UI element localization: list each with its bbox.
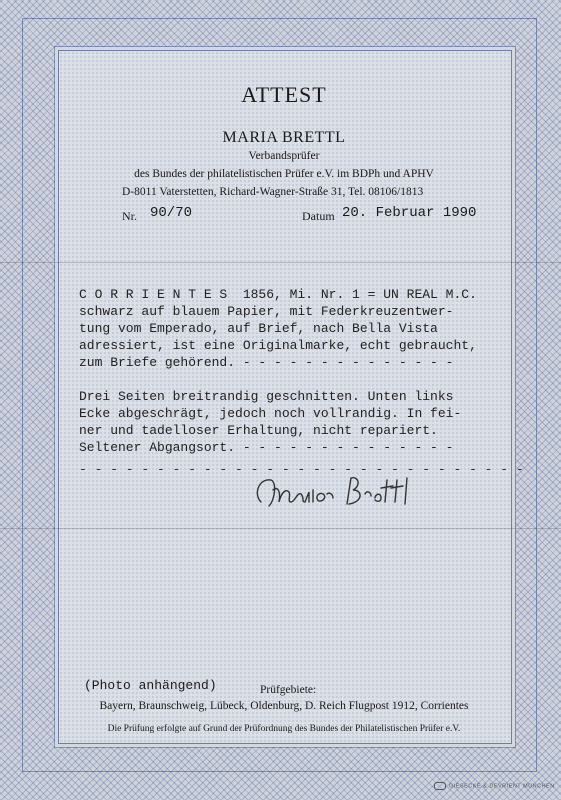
pruefgebiete-label: Prüfgebiete: xyxy=(260,684,317,696)
description-paragraph: C O R R I E N T E S 1856, Mi. Nr. 1 = UN REAL M.C. schwarz auf blauem Papier, mit Federkreuzentwer- tung vom Emperado, auf Brief, nach Bella Vista adressiert, ist eine Originalmarke, echt gebraucht, zum Briefe gehörend. - - - - - - - - - - - - - - xyxy=(79,287,477,370)
fold-line xyxy=(0,262,561,263)
photo-note: (Photo anhängend) xyxy=(84,678,217,693)
examiner-role: Verbandsprüfer xyxy=(248,150,320,162)
certificate-number: 90/70 xyxy=(150,205,193,221)
certificate-title: ATTEST xyxy=(241,82,327,107)
printer-name: GIESECKE & DEVRIENT MÜNCHEN xyxy=(449,783,555,790)
examiner-affiliation: des Bundes der philatelistischen Prüfer e.V. im BDPh und APHV xyxy=(134,168,434,180)
examiner-name: MARIA BRETTL xyxy=(222,129,346,146)
dashed-rule: - - - - - - - - - - - - - - - - - - - - - - - - - - - - - xyxy=(79,462,524,477)
footer-note: Die Prüfung erfolgte auf Grund der Prüfordnung des Bundes der Philatelistischen Prüfer e.V. xyxy=(107,724,461,734)
certificate-date: 20. Februar 1990 xyxy=(342,205,477,221)
examiner-address: D-8011 Vaterstetten, Richard-Wagner-Straße 31, Tel. 08106/1813 xyxy=(122,186,424,198)
number-label: Nr. xyxy=(122,209,137,223)
pruefgebiete-list: Bayern, Braunschweig, Lübeck, Oldenburg, D. Reich Flugpost 1912, Corrientes xyxy=(99,700,469,712)
signature xyxy=(247,468,417,518)
printer-imprint xyxy=(434,782,555,790)
date-label: Datum xyxy=(302,209,335,223)
condition-paragraph: Drei Seiten breitrandig geschnitten. Unten links Ecke abgeschrägt, jedoch noch vollrandig. In fei- ner und tadelloser Erhaltung, nicht repariert. Seltener Abgangsort. - - - - - - - - - - - - - - xyxy=(79,389,462,455)
printer-logo-icon xyxy=(434,782,446,790)
fold-line xyxy=(0,528,561,529)
